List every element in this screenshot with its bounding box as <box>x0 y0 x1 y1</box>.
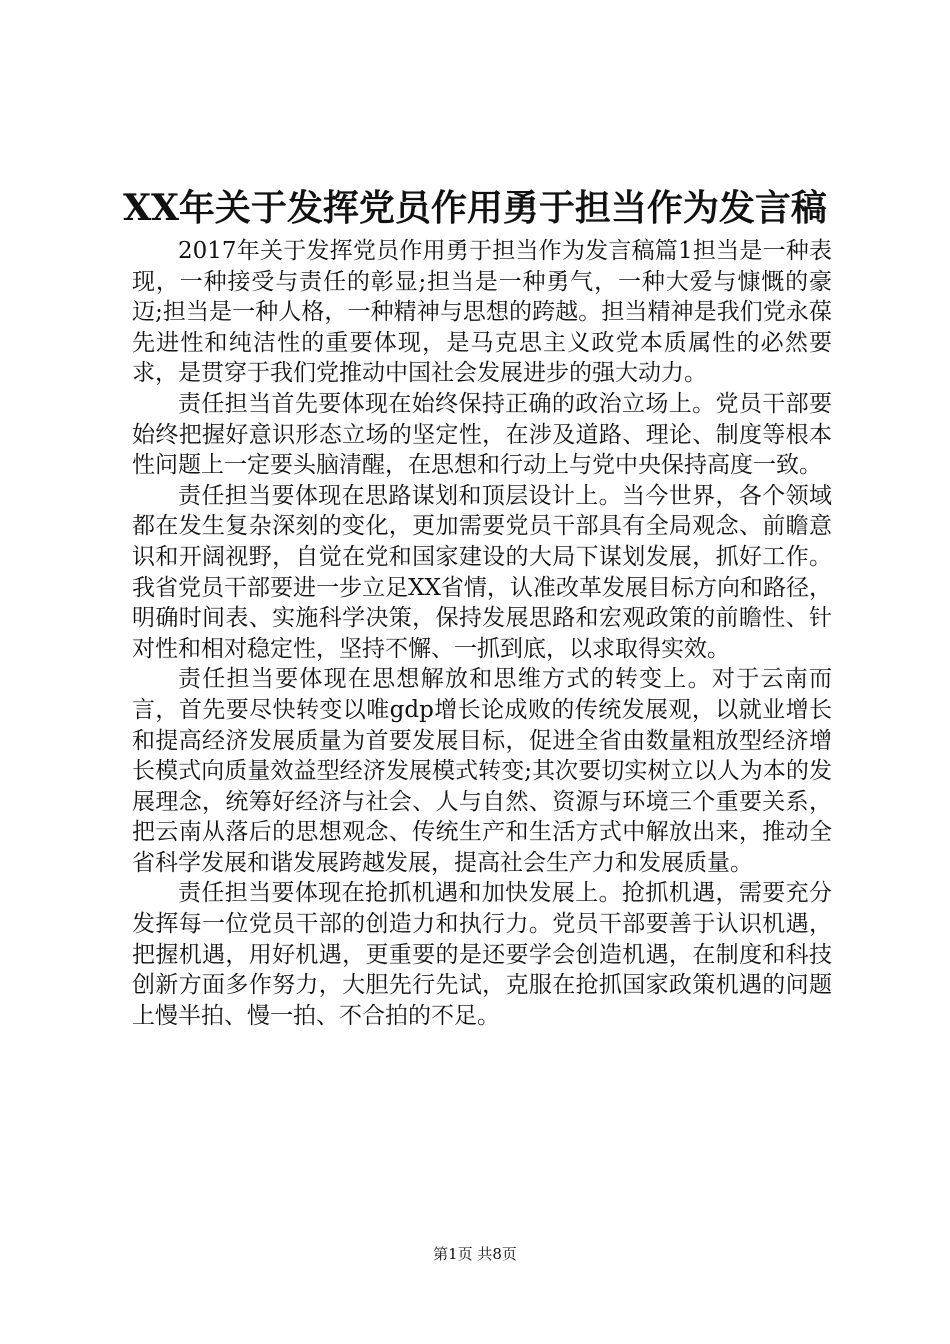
document-body <box>132 236 832 1031</box>
paragraph-5: 责任担当要体现在抢抓机遇和加快发展上。抢抓机遇，需要充分发挥每一位党员干部的创造力和执行力。党员干部要善于认识机遇，把握机遇，用好机遇，更重要的是还要学会创造机遇，在制度和科技创新方面多作努力，大胆先行先试，克服在抢抓国家政策机遇的问题上慢半拍、慢一拍、不合拍的不足。 <box>132 880 832 1029</box>
paragraph-1: 2017年关于发挥党员作用勇于担当作为发言稿篇1担当是一种表现，一种接受与责任的彰显;担当是一种勇气，一种大爱与慷慨的豪迈;担当是一种人格，一种精神与思想的跨越。担当精神是我们党永葆先进性和纯洁性的重要体现，是马克思主义政党本质属性的必然要求，是贯穿于我们党推动中国社会发展进步的强大动力。 <box>132 238 832 387</box>
paragraph-2: 责任担当首先要体现在始终保持正确的政治立场上。党员干部要始终把握好意识形态立场的坚定性，在涉及道路、理论、制度等根本性问题上一定要头脑清醒，在思想和行动上与党中央保持高度一致。 <box>132 390 832 479</box>
page-number-footer: 第1页 共8页 <box>433 1245 517 1263</box>
paragraph-3: 责任担当要体现在思路谋划和顶层设计上。当今世界，各个领域都在发生复杂深刻的变化，更加需要党员干部具有全局观念、前瞻意识和开阔视野，自觉在党和国家建设的大局下谋划发展，抓好工作。我省党员干部要进一步立足XX省情，认准改革发展目标方向和路径，明确时间表、实施科学决策，保持发展思路和宏观政策的前瞻性、针对性和相对稳定性，坚持不懈、一抓到底，以求取得实效。 <box>132 482 832 662</box>
document-title: XX年关于发挥党员作用勇于担当作为发言稿 <box>123 187 827 229</box>
paragraph-4: 责任担当要体现在思想解放和思维方式的转变上。对于云南而言，首先要尽快转变以唯gdp增长论成败的传统发展观，以就业增长和提高经济发展质量为首要发展目标，促进全省由数量粗放型经济增长模式向质量效益型经济发展模式转变;其次要切实树立以人为本的发展理念，统筹好经济与社会、人与自然、资源与环境三个重要关系，把云南从落后的思想观念、传统生产和生活方式中解放出来，推动全省科学发展和谐发展跨越发展，提高社会生产力和发展质量。 <box>132 666 832 876</box>
